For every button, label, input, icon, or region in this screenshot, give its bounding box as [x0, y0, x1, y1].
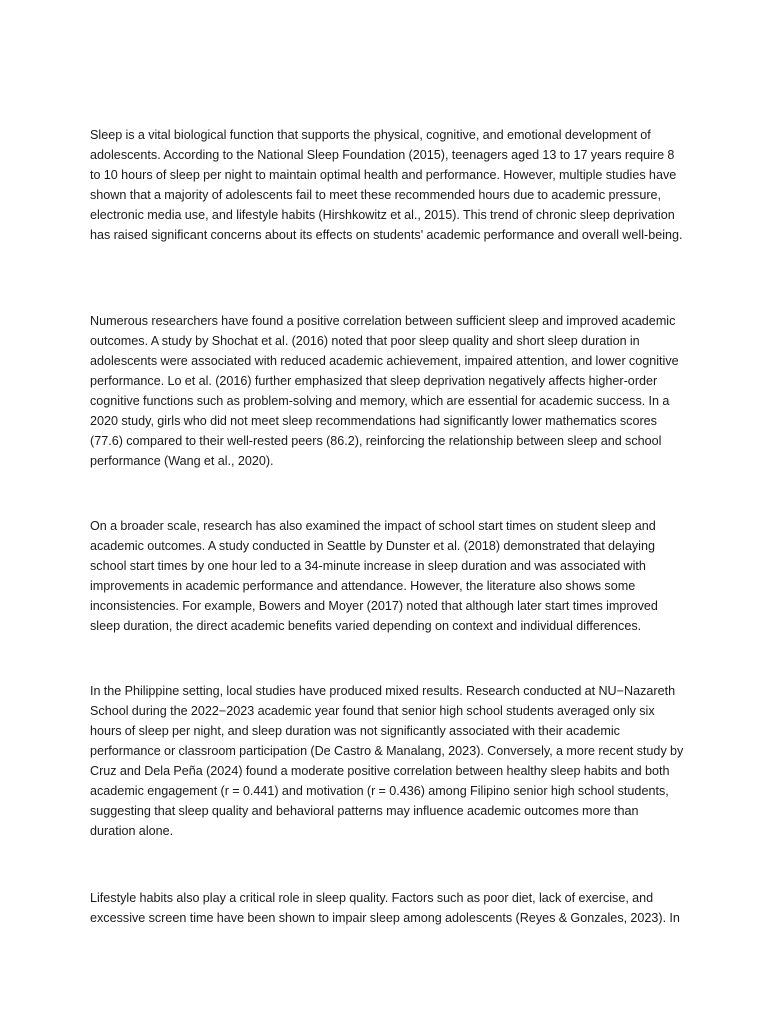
paragraph-4: In the Philippine setting, local studies have produced mixed results. Research conducted at NU−Nazareth School during the 2022−2023 academic year found that senior high school students averaged only six hours of sleep per night, and sleep duration was not significantly associated with their academic performance or classroom participation (De Castro & Manalang, 2023). Conversely, a more recent study by Cruz and Dela Peña (2024) found a moderate positive correlation between healthy sleep habits and both academic engagement (r = 0.441) and motivation (r = 0.436) among Filipino senior high school students, suggesting that sleep quality and behavioral patterns may influence academic outcomes more than duration alone.: [90, 684, 684, 838]
paragraph-3: On a broader scale, research has also examined the impact of school start times on student sleep and academic outcomes. A study conducted in Seattle by Dunster et al. (2018) demonstrated that delaying school start times by one hour led to a 34-minute increase in sleep duration and was associated with improvements in academic performance and attendance. However, the literature also shows some inconsistencies. For example, Bowers and Moyer (2017) noted that although later start times improved sleep duration, the direct academic benefits varied depending on context and individual differences.: [90, 519, 658, 633]
paragraph-5: Lifestyle habits also play a critical role in sleep quality. Factors such as poor diet, lack of exercise, and excessive screen time have been shown to impair sleep among adolescents (Reyes & Gonzales, 2023). In: [90, 891, 680, 925]
paragraph-1: Sleep is a vital biological function that supports the physical, cognitive, and emotional development of adolescents. According to the National Sleep Foundation (2015), teenagers aged 13 to 17 years require 8 to 10 hours of sleep per night to maintain optimal health and performance. However, multiple studies have shown that a majority of adolescents fail to meet these recommended hours due to academic pressure, electronic media use, and lifestyle habits (Hirshkowitz et al., 2015). This trend of chronic sleep deprivation has raised significant concerns about its effects on students' academic performance and overall well-being.: [90, 128, 683, 242]
paragraph-2: Numerous researchers have found a positive correlation between sufficient sleep and improved academic outcomes. A study by Shochat et al. (2016) noted that poor sleep quality and short sleep duration in adolescents were associated with reduced academic achievement, impaired attention, and lower cognitive performance. Lo et al. (2016) further emphasized that sleep deprivation negatively affects higher-order cognitive functions such as problem-solving and memory, which are essential for academic success. In a 2020 study, girls who did not meet sleep recommendations had significantly lower mathematics scores (77.6) compared to their well-rested peers (86.2), reinforcing the relationship between sleep and school performance (Wang et al., 2020).: [90, 314, 679, 468]
